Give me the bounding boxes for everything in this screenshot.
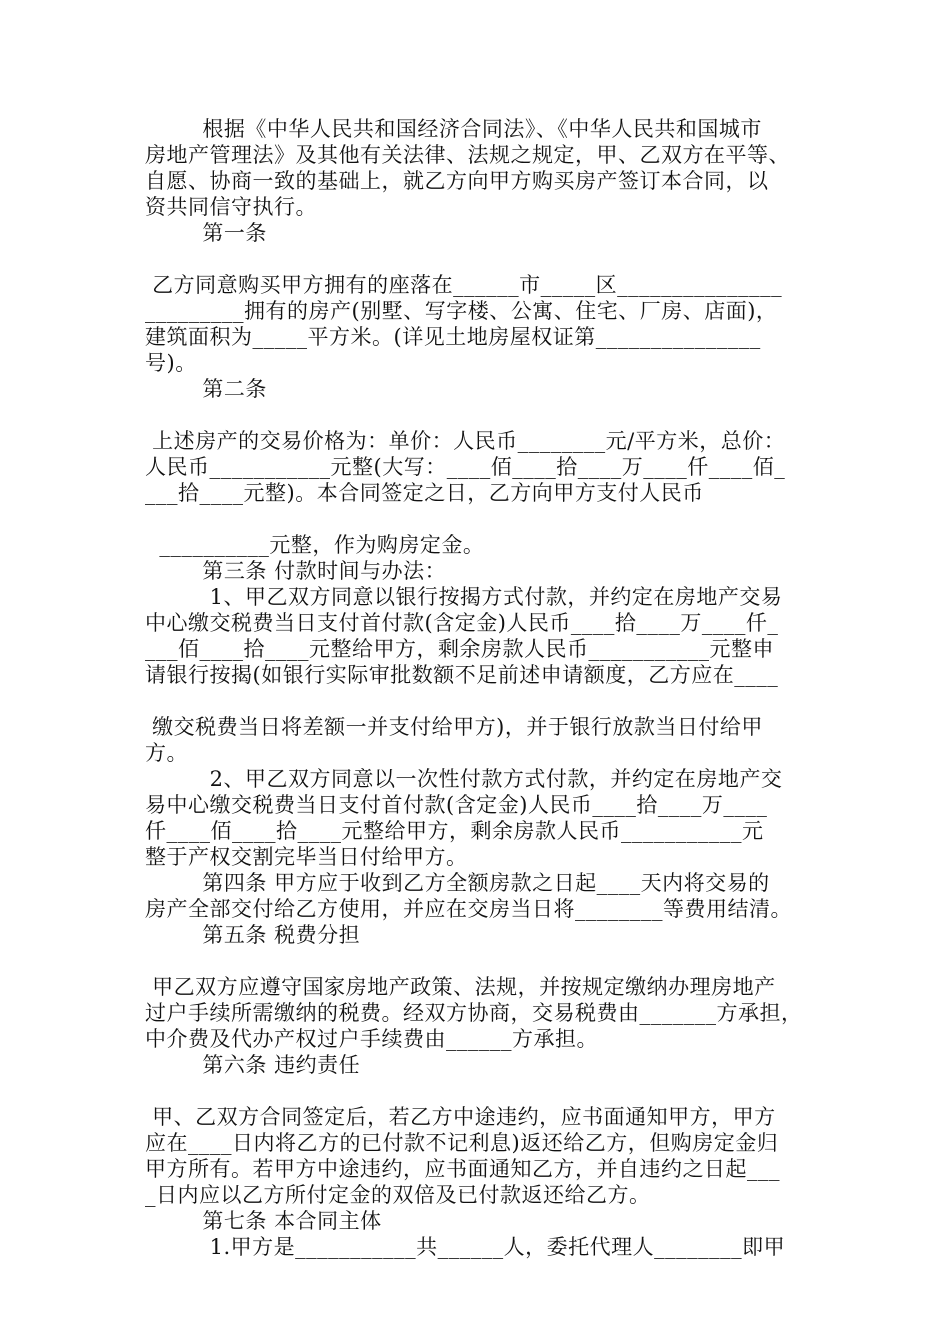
text-line: 过户手续所需缴纳的税费。经双方协商，交易税费由_______方承担，	[145, 1001, 803, 1025]
text-line: 1.甲方是___________共______人，委托代理人________即甲	[145, 1235, 786, 1259]
blank-line	[145, 402, 815, 428]
text-line: 2、甲乙双方同意以一次性付款方式付款，并约定在房地产交	[145, 767, 783, 791]
blank-line	[145, 1078, 815, 1104]
text-line: 自愿、协商一致的基础上，就乙方向甲方购买房产签订本合同，以	[145, 169, 769, 193]
article-heading: 第七条 本合同主体	[145, 1209, 382, 1233]
text-line: _日内应以乙方所付定金的双倍及已付款返还给乙方。	[145, 1183, 651, 1207]
text-line: 1、甲乙双方同意以银行按揭方式付款，并约定在房地产交易	[145, 585, 783, 609]
text-line: 乙方同意购买甲方拥有的座落在______市_____区_______________	[145, 273, 783, 297]
article-heading: 第三条 付款时间与办法：	[145, 559, 447, 583]
text-line: 仟____佰____拾____元整给甲方，剩余房款人民币___________元	[145, 819, 764, 843]
text-line: 中介费及代办产权过户手续费由______方承担。	[145, 1027, 598, 1051]
blank-line	[145, 688, 815, 714]
text-line: 号)。	[145, 351, 197, 375]
text-line: 甲乙双方应遵守国家房地产政策、法规，并按规定缴纳办理房地产	[145, 975, 776, 999]
text-line: 请银行按揭(如银行实际审批数额不足前述申请额度，乙方应在____	[145, 663, 779, 687]
blank-line	[145, 506, 815, 532]
text-line: 根据《中华人民共和国经济合同法》、《中华人民共和国城市	[145, 117, 762, 141]
text-line: 资共同信守执行。	[145, 195, 317, 219]
blank-line	[145, 246, 815, 272]
text-line: 整于产权交割完毕当日付给甲方。	[145, 845, 468, 869]
text-line: 中心缴交税费当日支付首付款(含定金)人民币____拾____万____仟_	[145, 611, 779, 635]
text-line: __________元整，作为购房定金。	[145, 533, 485, 557]
blank-line	[145, 948, 815, 974]
contract-body	[145, 116, 815, 1260]
text-line: 人民币___________元整(大写：____佰____拾____万____仟____佰_	[145, 455, 786, 479]
article-heading: 第六条 违约责任	[145, 1053, 361, 1077]
text-line: ___佰____拾____元整给甲方，剩余房款人民币___________元整申	[145, 637, 774, 661]
article-heading: 第五条 税费分担	[145, 923, 361, 947]
text-line: 上述房产的交易价格为：单价：人民币________元/平方米，总价：	[145, 429, 786, 453]
text-line: 房地产管理法》及其他有关法律、法规之规定，甲、乙双方在平等、	[145, 143, 790, 167]
text-line: 甲方所有。若甲方中途违约，应书面通知乙方，并自违约之日起___	[145, 1157, 780, 1181]
text-line: _________拥有的房产(别墅、写字楼、公寓、住宅、厂房、店面)，	[145, 299, 778, 323]
text-line: 建筑面积为_____平方米。(详见土地房屋权证第_______________	[145, 325, 761, 349]
text-line: 房产全部交付给乙方使用，并应在交房当日将________等费用结清。	[145, 897, 792, 921]
text-line: 缴交税费当日将差额一并支付给甲方)，并于银行放款当日付给甲	[145, 715, 763, 739]
text-line: 易中心缴交税费当日支付首付款(含定金)人民币____拾____万____	[145, 793, 768, 817]
text-line: 甲、乙双方合同签定后，若乙方中途违约，应书面通知甲方，甲方	[145, 1105, 776, 1129]
article-heading: 第二条	[145, 377, 267, 401]
text-line: ___拾____元整)。本合同签定之日，乙方向甲方支付人民币	[145, 481, 704, 505]
text-line: 方。	[145, 741, 188, 765]
article-heading: 第一条	[145, 221, 267, 245]
text-line: 应在____日内将乙方的已付款不记利息)返还给乙方，但购房定金归	[145, 1131, 779, 1155]
article-heading: 第四条 甲方应于收到乙方全额房款之日起____天内将交易的	[145, 871, 770, 895]
